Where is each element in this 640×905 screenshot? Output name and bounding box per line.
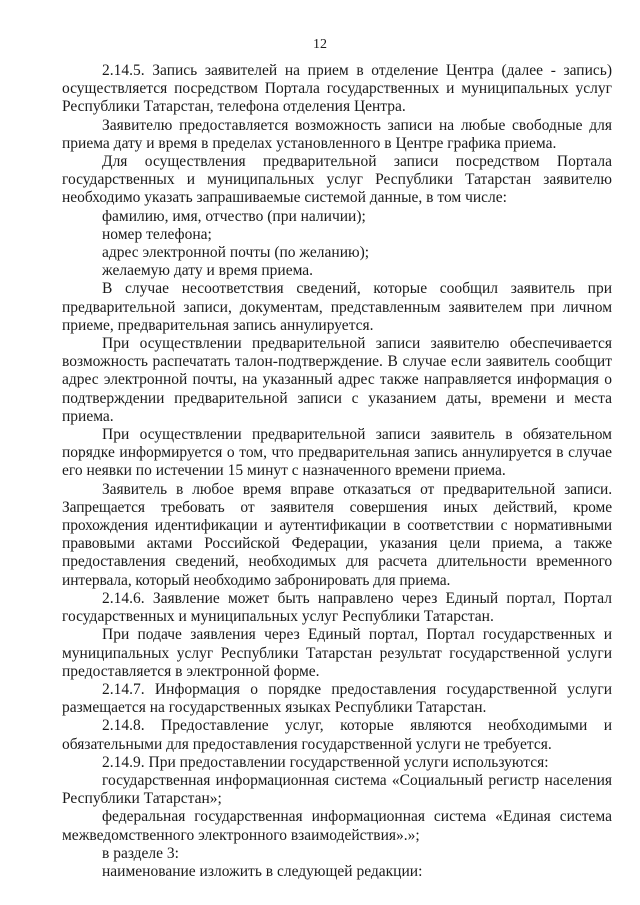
- list-item-full-name: фамилию, имя, отчество (при наличии);: [102, 207, 366, 225]
- paragraph-mismatch: В случае несоответствия сведений, которые сообщил заявитель при предварительной записи, документам, представленным заявителем при личном приеме, предварительная запись аннулируется.: [62, 280, 612, 334]
- list-item-date-time: желаемую дату и время приема.: [102, 262, 314, 280]
- paragraph-2-14-6: 2.14.6. Заявление может быть направлено через Единый портал, Портал государственных и муниципальных услуг Республики Татарстан.: [62, 589, 612, 626]
- paragraph-2-14-5: 2.14.5. Запись заявителей на прием в отделение Центра (далее - запись) осуществляется посредством Портала государственных и муниципальных услуг Республики Татарстан, телефона отделения Центра.: [62, 62, 612, 116]
- paragraph-refusal: Заявитель в любое время вправе отказаться от предварительной записи. Запрещается требовать от заявителя совершения иных действий, кроме прохождения идентификации и аутентификации в соответствии с нормативными правовыми актами Российской Федерации, указания цели приема, а также предоставления сведений, необходимых для расчета длительности временного интервала, который необходимо забронировать для приема.: [62, 480, 612, 589]
- paragraph-electronic-result: При подаче заявления через Единый портал, Портал государственных и муниципальных услуг Республики Татарстан результат государственной услуги предоставляется в электронной форме.: [62, 626, 612, 680]
- page-number: 12: [313, 37, 327, 52]
- paragraph-ticket-print: При осуществлении предварительной записи заявителю обеспечивается возможность распечатать талон-подтверждение. В случае если заявитель сообщит адрес электронной почты, на указанный адрес также направляется информация о подтверждении предварительной записи с указанием даты, времени и места приема.: [62, 335, 612, 425]
- paragraph-free-slots: Заявителю предоставляется возможность записи на любые свободные для приема дату и время в пределах установленного в Центре графика приема.: [62, 116, 612, 152]
- list-item-email: адрес электронной почты (по желанию);: [102, 244, 370, 262]
- paragraph-new-title: наименование изложить в следующей редакции:: [102, 862, 423, 880]
- paragraph-2-14-7: 2.14.7. Информация о порядке предоставления государственной услуги размещается на государственных языках Республики Татарстан.: [62, 680, 612, 717]
- paragraph-section-3: в разделе 3:: [102, 844, 179, 862]
- paragraph-annulment-notice: При осуществлении предварительной записи заявитель в обязательном порядке информируется о том, что предварительная запись аннулируется в случае его неявки по истечении 15 минут с назначенного времени приема.: [62, 426, 612, 480]
- list-item-phone: номер телефона;: [102, 225, 212, 243]
- paragraph-required-data: Для осуществления предварительной записи посредством Портала государственных и муниципальных услуг Республики Татарстан заявителю необходимо указать запрашиваемые системой данные, в том числе:: [62, 153, 612, 207]
- list-item-social-register: государственная информационная система «Социальный регистр населения Республики Татарстан»;: [62, 771, 612, 808]
- paragraph-2-14-9: 2.14.9. При предоставлении государственной услуги используются:: [102, 753, 549, 771]
- list-item-smev: федеральная государственная информационная система «Единая система межведомственного электронного взаимодействия».»;: [62, 808, 612, 844]
- document-body: [62, 62, 612, 881]
- paragraph-2-14-8: 2.14.8. Предоставление услуг, которые являются необходимыми и обязательными для предоставления государственной услуги не требуется.: [62, 717, 612, 753]
